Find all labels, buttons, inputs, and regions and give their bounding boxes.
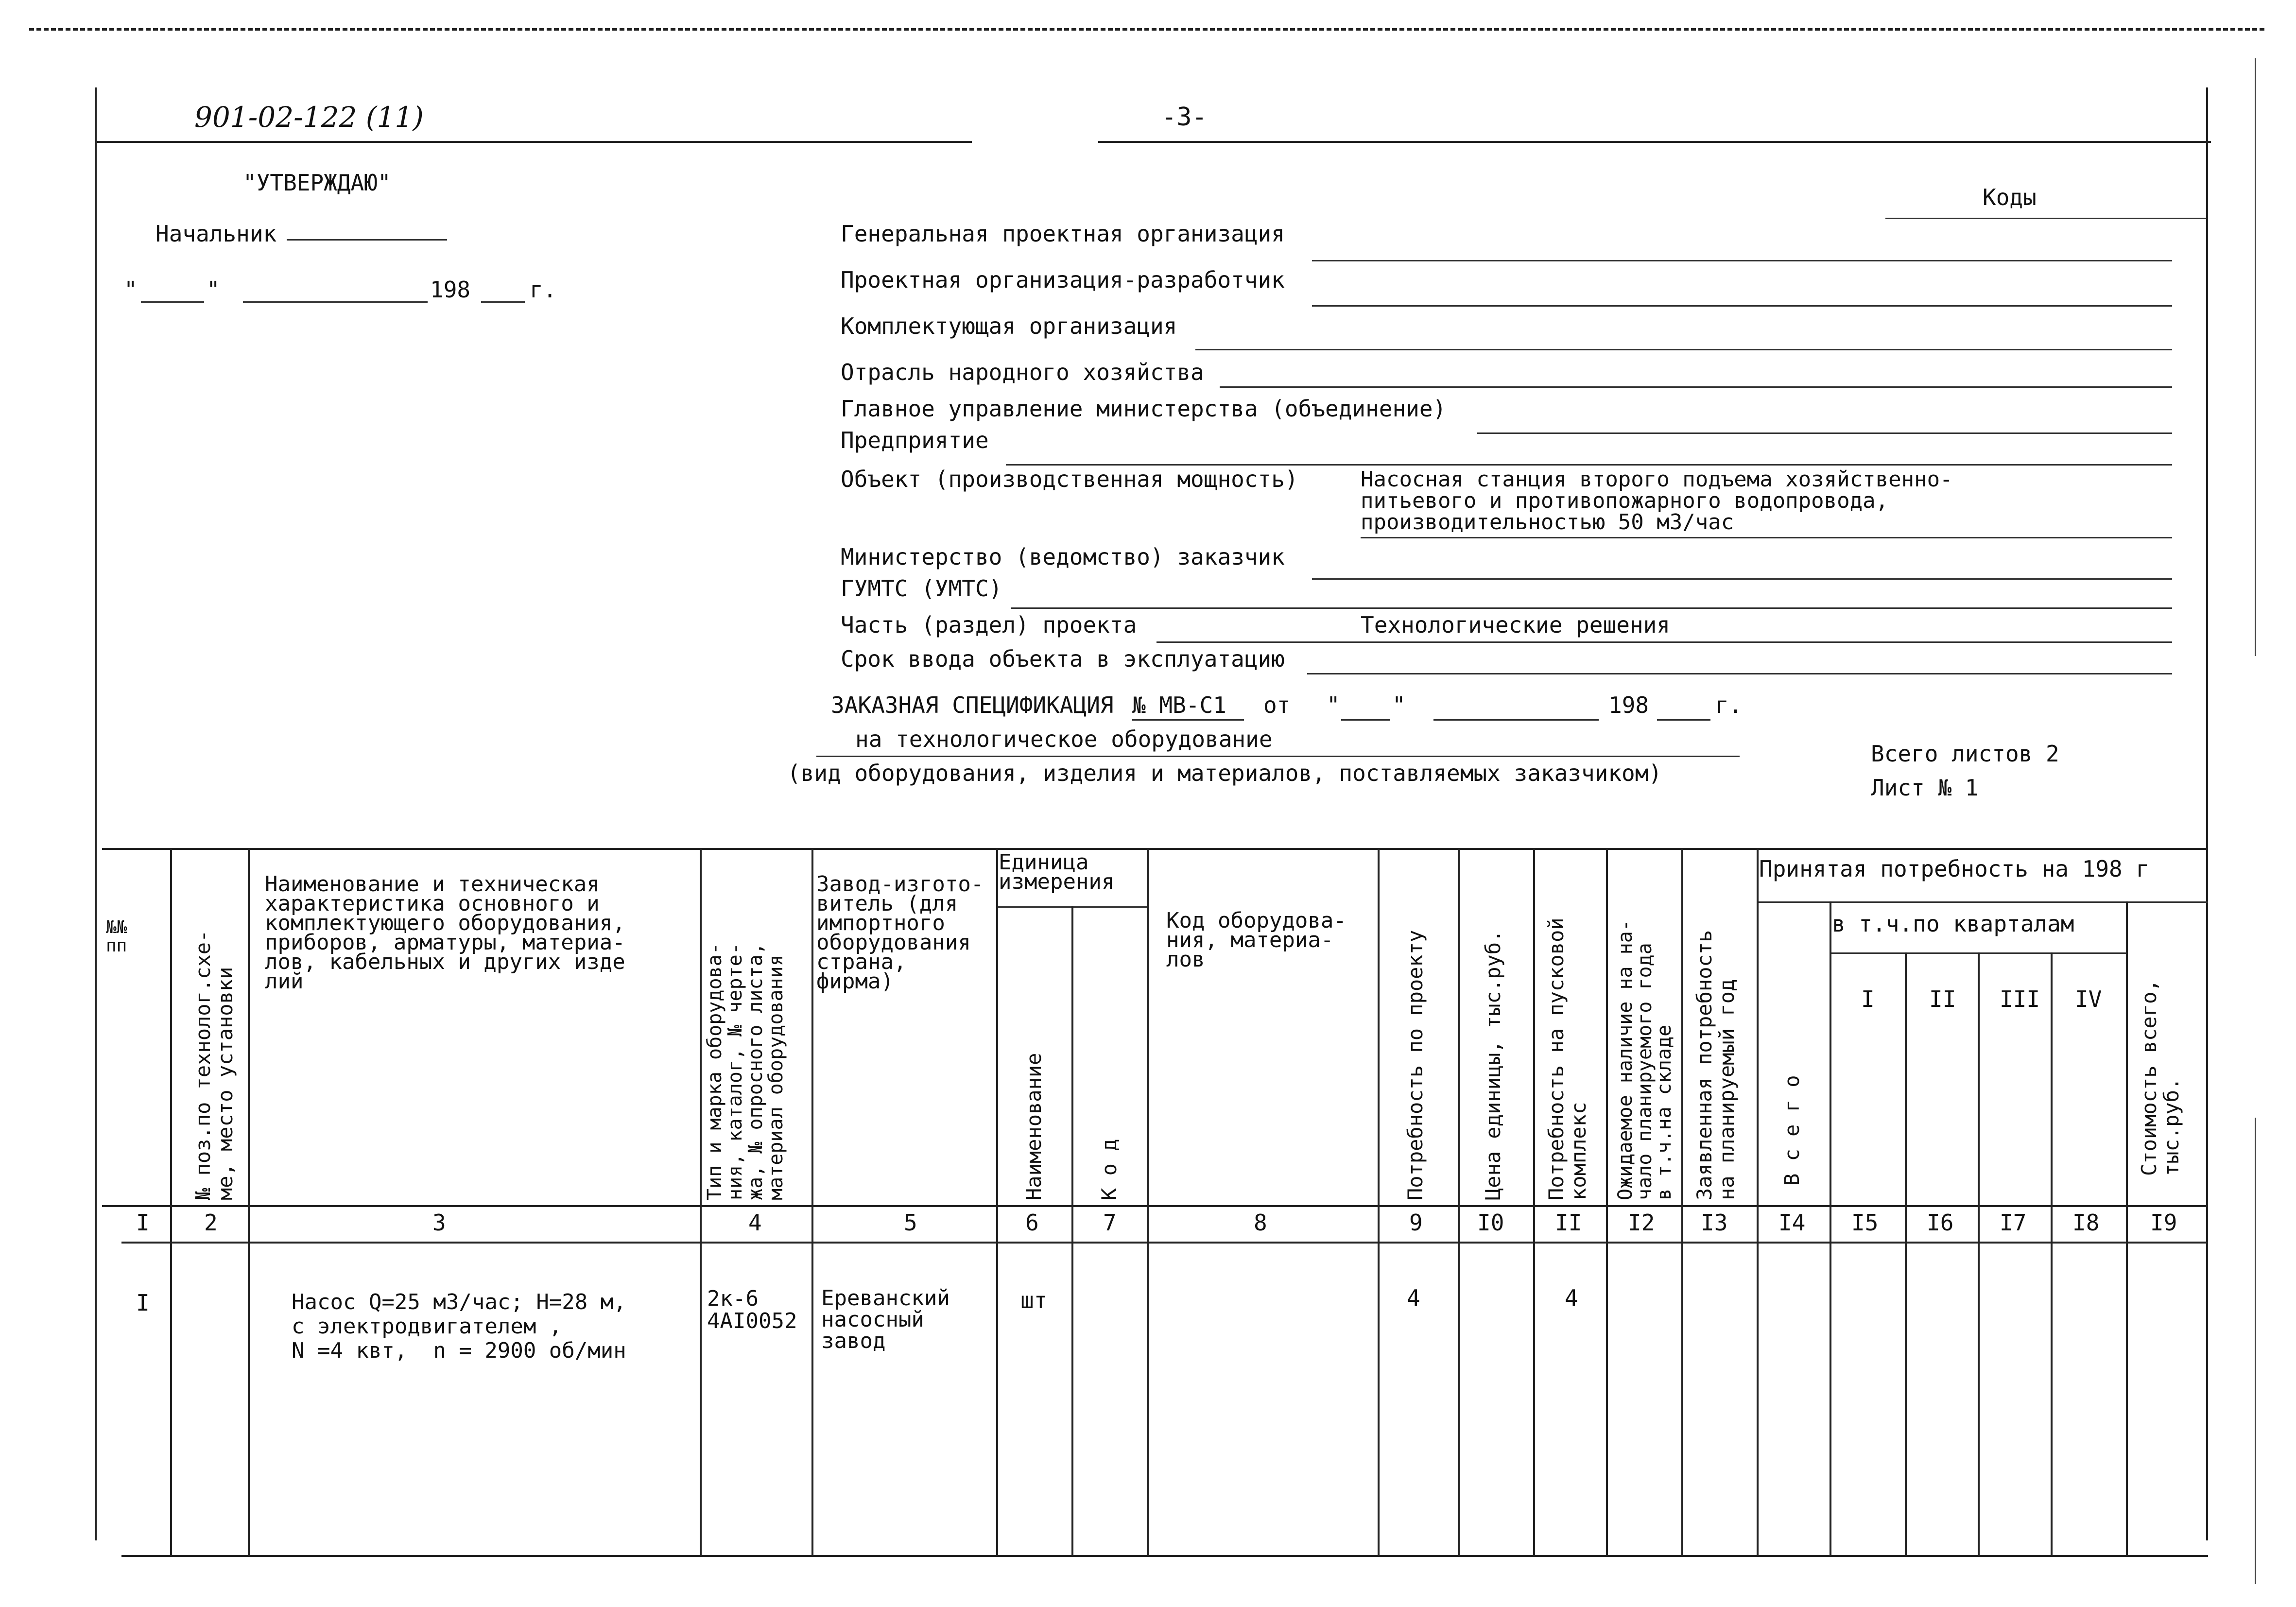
colnum-2: 2 xyxy=(204,1210,218,1236)
header-c6: Наименование xyxy=(1022,1053,1046,1200)
header-c9: Потребность по проекту xyxy=(1403,930,1427,1200)
col-rule-8 xyxy=(1147,848,1149,1555)
field-gumts-line xyxy=(1011,607,2172,609)
chief-label: Начальник xyxy=(155,221,277,247)
field-design-org-label: Проектная организация-разработчик xyxy=(841,267,1285,293)
header-c12: Ожидаемое наличие на на- чало планируемого года в т.ч.на складе xyxy=(1614,919,1675,1200)
spec-from: от xyxy=(1263,692,1291,718)
col-rule-3 xyxy=(248,848,250,1555)
col-rule-9 xyxy=(1378,848,1380,1555)
approval-year-suffix: г. xyxy=(530,276,557,303)
frame-bottom xyxy=(121,1555,2208,1557)
right-margin-mark-2 xyxy=(2255,1118,2256,1584)
date-month-line xyxy=(243,301,428,303)
spec-caption: (вид оборудования, изделия и материалов, поставляемых заказчиком) xyxy=(787,760,1662,786)
row-need-project: 4 xyxy=(1407,1285,1420,1311)
col-rule-6 xyxy=(996,848,998,1555)
col-rule-13 xyxy=(1681,848,1683,1555)
row-name: Насос Q=25 м3/час; Н=28 м, с электродвигателем , N =4 квт, n = 2900 об/мин xyxy=(292,1290,626,1363)
header-c8: Код оборудова- ния, материа- лов xyxy=(1166,908,1347,972)
field-project-part-label: Часть (раздел) проекта xyxy=(841,612,1137,638)
right-margin-mark-1 xyxy=(2255,58,2256,656)
header-c7: К о д xyxy=(1097,1139,1121,1200)
header-rule-right xyxy=(1098,141,2211,143)
header-q4: IV xyxy=(2075,986,2102,1012)
spec-title: ЗАКАЗНАЯ СПЕЦИФИКАЦИЯ xyxy=(831,692,1114,718)
col-rule-7 xyxy=(1071,906,1073,1555)
field-ministry-dept-label: Главное управление министерства (объединение) xyxy=(841,396,1447,422)
codes-rule xyxy=(1885,218,2206,219)
top-cut-line xyxy=(29,28,2264,31)
colnum-9: 9 xyxy=(1409,1210,1423,1236)
sheets-total: Всего листов 2 xyxy=(1871,741,2059,767)
spec-quote-open: " xyxy=(1327,692,1340,718)
row-number: I xyxy=(136,1290,150,1316)
colnum-17: I7 xyxy=(2000,1210,2027,1236)
approval-year-line xyxy=(481,301,525,303)
header-c1: №№ пп xyxy=(106,917,127,956)
spec-number-underline xyxy=(1132,719,1244,721)
col-rule-4 xyxy=(700,848,702,1555)
col-rule-16 xyxy=(1905,952,1907,1555)
approval-title: "УТВЕРЖДАЮ" xyxy=(243,170,391,196)
spec-day-line xyxy=(1341,719,1390,721)
spec-year-line xyxy=(1657,719,1710,721)
field-supply-org-label: Комплектующая организация xyxy=(841,313,1177,339)
chief-signature-line xyxy=(287,239,447,241)
unit-subheader-rule xyxy=(996,906,1147,908)
table-top-rule xyxy=(102,848,2208,850)
field-design-org-line xyxy=(1312,305,2172,307)
colnum-10: I0 xyxy=(1477,1210,1504,1236)
table-colnum-bottom-rule xyxy=(121,1242,2208,1244)
spec-quote-close: " xyxy=(1392,692,1406,718)
date-quote-close: " xyxy=(207,276,220,303)
header-quarters: в т.ч.по кварталам xyxy=(1832,911,2074,937)
spec-year: 198 xyxy=(1608,692,1649,718)
field-general-org-label: Генеральная проектная организация xyxy=(841,221,1285,247)
colnum-8: 8 xyxy=(1254,1210,1267,1236)
header-accepted: Принятая потребность на 198 г xyxy=(1759,856,2150,882)
field-enterprise-label: Предприятие xyxy=(841,427,989,453)
accepted-subheader-rule xyxy=(1757,901,2208,903)
col-rule-19 xyxy=(2126,901,2128,1555)
codes-label: Коды xyxy=(1983,184,2037,210)
colnum-16: I6 xyxy=(1927,1210,1954,1236)
field-general-org-line xyxy=(1312,260,2172,261)
col-rule-11 xyxy=(1533,848,1535,1555)
field-object-label: Объект (производственная мощность) xyxy=(841,466,1298,492)
date-day-line xyxy=(141,301,204,303)
colnum-12: I2 xyxy=(1628,1210,1655,1236)
field-customer-ministry-line xyxy=(1312,578,2172,580)
frame-left xyxy=(95,87,97,1540)
col-rule-14 xyxy=(1757,848,1759,1555)
field-industry-label: Отрасль народного хозяйства xyxy=(841,359,1204,385)
spec-number: № МВ-С1 xyxy=(1132,692,1226,718)
col-rule-18 xyxy=(2051,952,2053,1555)
colnum-18: I8 xyxy=(2072,1210,2100,1236)
header-q2: II xyxy=(1929,986,1956,1012)
header-c14: В с е г о xyxy=(1780,1075,1804,1186)
approval-year: 198 xyxy=(430,276,471,303)
header-q3: III xyxy=(2000,986,2040,1012)
spec-subtitle: на технологическое оборудование xyxy=(855,726,1273,752)
header-c11: Потребность на пусковой комплекс xyxy=(1544,917,1590,1200)
field-enterprise-line xyxy=(1006,464,2172,466)
date-quote-open: " xyxy=(124,276,138,303)
header-c2: № поз.по технолог.схе- ме, место установки xyxy=(191,930,237,1200)
col-rule-12 xyxy=(1606,848,1608,1555)
row-unit-name: шт xyxy=(1020,1287,1048,1313)
col-rule-15 xyxy=(1830,901,1831,1555)
row-need-start: 4 xyxy=(1565,1285,1578,1311)
row-type: 2к-6 4АI0052 xyxy=(707,1286,797,1333)
header-c19: Стоимость всего, тыс.руб. xyxy=(2137,979,2183,1176)
spec-year-suffix: г. xyxy=(1715,692,1743,718)
field-object-line xyxy=(1361,537,2172,538)
colnum-5: 5 xyxy=(904,1210,917,1236)
colnum-4: 4 xyxy=(748,1210,762,1236)
colnum-19: I9 xyxy=(2150,1210,2177,1236)
colnum-1: I xyxy=(136,1210,150,1236)
field-ministry-dept-line xyxy=(1477,432,2172,434)
header-unit: Единица измерения xyxy=(999,850,1115,894)
col-rule-2 xyxy=(170,848,172,1555)
field-object-value: Насосная станция второго подъема хозяйственно- питьевого и противопожарного водопровода, производительностью 50 м3/час xyxy=(1361,467,1953,535)
header-c3: Наименование и техническая характеристика основного и комплектующего оборудования, приборов, арматуры, материа- лов, кабельных и других изде лий xyxy=(265,872,625,994)
colnum-11: II xyxy=(1555,1210,1582,1236)
row-maker: Ереванский насосный завод xyxy=(821,1286,950,1353)
field-gumts-label: ГУМТС (УМТС) xyxy=(841,575,1002,602)
field-project-part-value: Технологические решения xyxy=(1361,612,1670,638)
col-rule-17 xyxy=(1978,952,1980,1555)
header-c13: Заявленная потребность на планируемый год xyxy=(1692,930,1739,1200)
field-commissioning-line xyxy=(1307,673,2172,674)
colnum-13: I3 xyxy=(1701,1210,1728,1236)
colnum-7: 7 xyxy=(1103,1210,1117,1236)
header-c10: Цена единицы, тыс.руб. xyxy=(1481,930,1505,1200)
sheet-number: Лист № 1 xyxy=(1871,775,1979,801)
table-colnum-top-rule xyxy=(102,1205,2208,1207)
field-project-part-line xyxy=(1157,641,2172,643)
colnum-14: I4 xyxy=(1778,1210,1806,1236)
spec-month-line xyxy=(1433,719,1599,721)
col-rule-5 xyxy=(811,848,813,1555)
field-industry-line xyxy=(1220,386,2172,388)
colnum-3: 3 xyxy=(432,1210,446,1236)
quarters-subheader-rule xyxy=(1830,952,2126,954)
field-commissioning-label: Срок ввода объекта в эксплуатацию xyxy=(841,646,1285,672)
field-supply-org-line xyxy=(1195,349,2172,350)
page-number: -3- xyxy=(1161,103,1207,132)
header-rule-left xyxy=(97,141,972,143)
field-customer-ministry-label: Министерство (ведомство) заказчик xyxy=(841,544,1285,570)
frame-right xyxy=(2206,87,2208,1540)
header-c5: Завод-изгото- витель (для импортного оборудования страна, фирма) xyxy=(816,872,984,994)
colnum-15: I5 xyxy=(1851,1210,1879,1236)
header-q1: I xyxy=(1861,986,1875,1012)
colnum-6: 6 xyxy=(1025,1210,1039,1236)
spec-subtitle-line xyxy=(816,756,1740,757)
header-c4: Тип и марка оборудова- ния, каталог, № черте- жа, № опросного листа, материал оборудования xyxy=(704,943,787,1200)
document-number: 901-02-122 (11) xyxy=(194,101,424,134)
col-rule-10 xyxy=(1458,848,1460,1555)
